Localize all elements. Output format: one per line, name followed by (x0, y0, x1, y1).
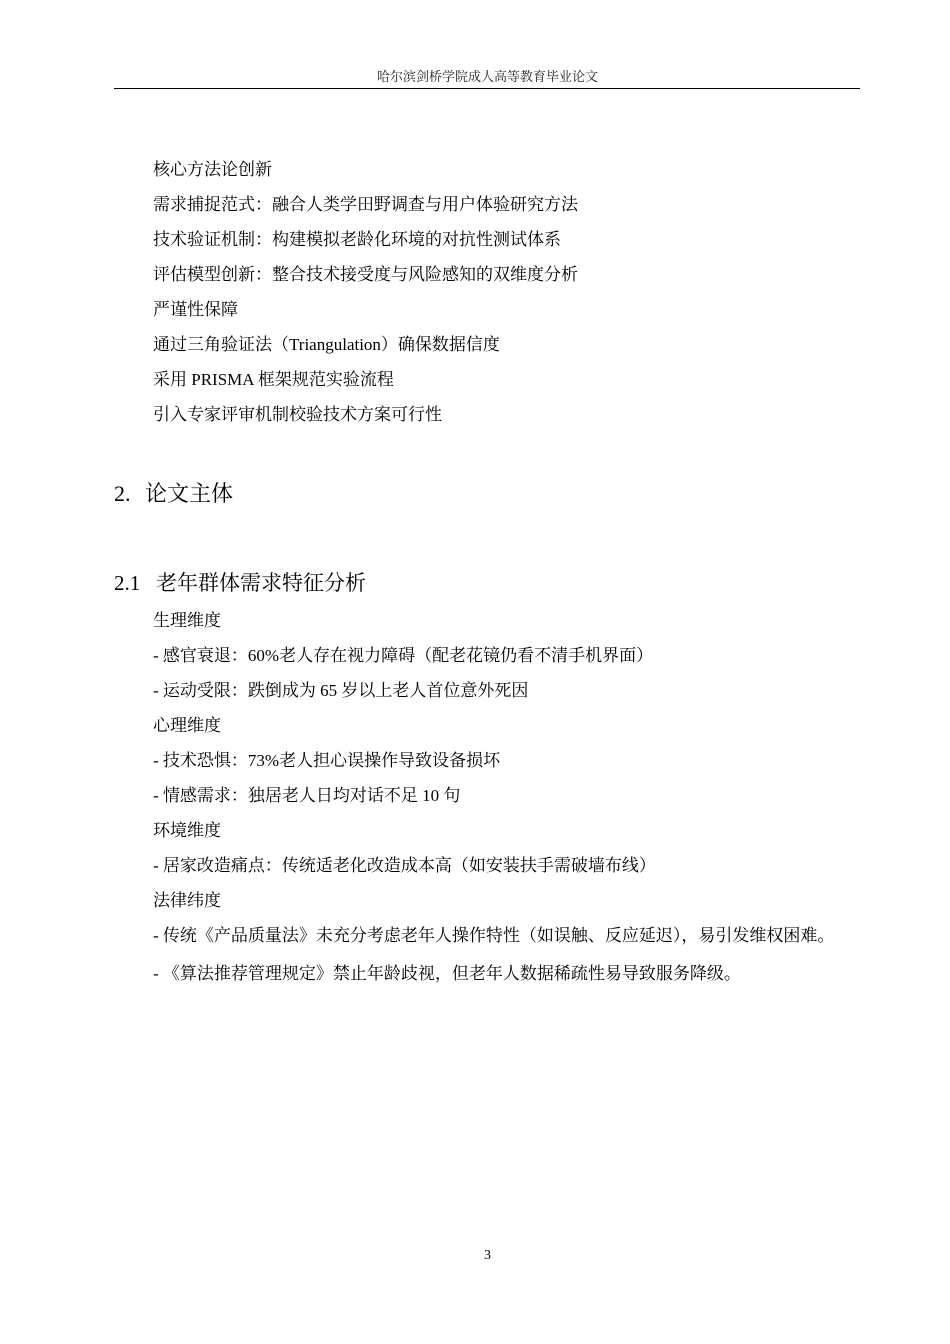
intro-line: 技术验证机制：构建模拟老龄化环境的对抗性测试体系 (153, 230, 561, 249)
intro-line: 核心方法论创新 (153, 160, 272, 179)
bullet-item: - 感官衰退：60%老人存在视力障碍（配老花镜仍看不清手机界面） (153, 646, 654, 665)
bullet-item: - 情感需求：独居老人日均对话不足 10 句 (153, 786, 461, 805)
bullet-item: - 居家改造痛点：传统适老化改造成本高（如安装扶手需破墙布线） (153, 856, 656, 875)
body-paragraph: - 《算法推荐管理规定》禁止年龄歧视，但老年人数据稀疏性易导致服务降级。 (153, 964, 741, 983)
dimension-label: 心理维度 (153, 716, 221, 735)
bullet-item: - 技术恐惧：73%老人担心误操作导致设备损坏 (153, 751, 501, 770)
intro-line: 采用 PRISMA 框架规范实验流程 (153, 370, 394, 389)
intro-line: 通过三角验证法（Triangulation）确保数据信度 (153, 335, 500, 354)
intro-line: 评估模型创新：整合技术接受度与风险感知的双维度分析 (153, 265, 578, 284)
page-content (114, 152, 860, 991)
page-number: 3 (484, 1248, 491, 1263)
dimension-label: 环境维度 (153, 821, 221, 840)
body-paragraph: - 传统《产品质量法》未充分考虑老年人操作特性（如误触、反应延迟），易引发维权困难。 (153, 926, 835, 945)
header-rule (114, 88, 860, 89)
bullet-item: - 运动受限：跌倒成为 65 岁以上老人首位意外死因 (153, 681, 529, 700)
subsection-number: 2.1 (114, 571, 141, 595)
section-title: 论文主体 (145, 481, 234, 506)
subsection-heading (114, 563, 860, 603)
intro-line: 严谨性保障 (153, 300, 238, 319)
section-number: 2. (114, 481, 131, 506)
running-header: 哈尔滨剑桥学院成人高等教育毕业论文 (376, 69, 598, 84)
section-heading (114, 474, 860, 514)
subsection-title: 老年群体需求特征分析 (156, 571, 366, 595)
intro-line: 引入专家评审机制校验技术方案可行性 (153, 405, 442, 424)
intro-line: 需求捕捉范式：融合人类学田野调查与用户体验研究方法 (153, 195, 578, 214)
dimension-label: 生理维度 (153, 611, 221, 630)
dimension-label: 法律纬度 (153, 891, 221, 910)
